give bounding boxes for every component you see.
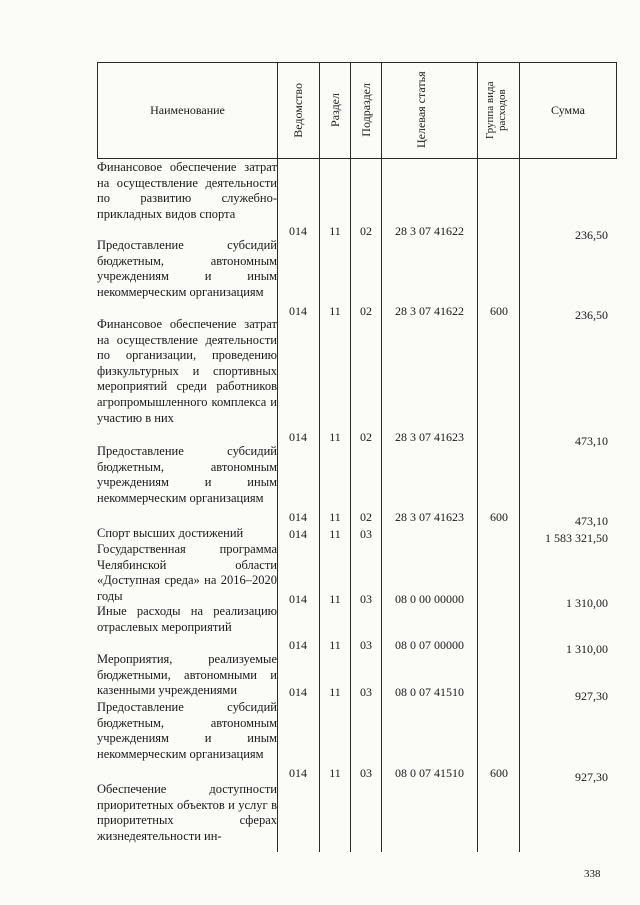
row-summa: 927,30: [575, 770, 608, 784]
row-celevaya: 28 3 07 41623: [395, 510, 464, 524]
row-gruppa: 600: [490, 766, 508, 780]
header-podrazdel-label: Подраздел: [358, 83, 373, 137]
header-name: [98, 62, 277, 158]
row-name: Финансовое обеспечение затрат на осуществление деятельности по организации, проведению физкультурных и спортивных мероприятий среди работников агропромышленного комплекса и участию в них: [97, 317, 277, 425]
column-divider-2: [319, 62, 320, 852]
header-name-label: Наименование: [150, 102, 225, 117]
row-celevaya: 28 3 07 41623: [395, 430, 464, 444]
row-celevaya: 08 0 07 41510: [395, 685, 464, 699]
row-name: Мероприятия, реализуемые бюджетными, автономными и казенными учреждениями: [97, 652, 277, 698]
row-vedomstvo: 014: [289, 638, 307, 652]
row-summa: 927,30: [575, 689, 608, 703]
row-razdel: 11: [329, 592, 341, 606]
row-vedomstvo: 014: [289, 527, 307, 541]
row-podrazdel: 03: [360, 592, 372, 606]
header-celevaya-label: Целевая статья: [413, 71, 428, 149]
row-celevaya: 08 0 07 00000: [395, 638, 464, 652]
row-razdel: 11: [329, 638, 341, 652]
column-divider-5: [477, 62, 478, 852]
column-divider-4: [381, 62, 382, 852]
row-name: Государственная программа Челябинской области «Доступная среда» на 2016–2020 годы: [97, 542, 277, 603]
row-razdel: 11: [329, 766, 341, 780]
row-summa: 1 310,00: [566, 596, 608, 610]
header-summa: [520, 62, 616, 158]
column-divider-3: [350, 62, 351, 852]
row-razdel: 11: [329, 224, 341, 238]
row-razdel: 11: [329, 430, 341, 444]
row-celevaya: 08 0 00 00000: [395, 592, 464, 606]
row-summa: 1 583 321,50: [545, 531, 608, 545]
column-divider-6: [519, 62, 520, 852]
row-podrazdel: 02: [360, 224, 372, 238]
header-razdel-label: Раздел: [327, 93, 342, 127]
row-summa: 473,10: [575, 434, 608, 448]
row-podrazdel: 02: [360, 304, 372, 318]
row-vedomstvo: 014: [289, 224, 307, 238]
row-name: Предоставление субсидий бюджетным, автономным учреждениям и иным некоммерческим организациям: [97, 238, 277, 299]
row-summa: 473,10: [575, 514, 608, 528]
row-summa: 236,50: [575, 228, 608, 242]
row-celevaya: 28 3 07 41622: [395, 224, 464, 238]
table-right-border: [616, 62, 617, 158]
row-gruppa: 600: [490, 510, 508, 524]
row-vedomstvo: 014: [289, 510, 307, 524]
row-name: Иные расходы на реализацию отраслевых мероприятий: [97, 604, 277, 634]
header-celevaya: [382, 62, 477, 158]
row-razdel: 11: [329, 510, 341, 524]
row-vedomstvo: 014: [289, 430, 307, 444]
row-podrazdel: 03: [360, 638, 372, 652]
row-podrazdel: 02: [360, 510, 372, 524]
header-razdel: [320, 62, 350, 158]
column-divider-1: [277, 62, 278, 852]
row-vedomstvo: 014: [289, 766, 307, 780]
row-podrazdel: 03: [360, 685, 372, 699]
row-razdel: 11: [329, 527, 341, 541]
row-vedomstvo: 014: [289, 304, 307, 318]
row-vedomstvo: 014: [289, 592, 307, 606]
row-vedomstvo: 014: [289, 685, 307, 699]
row-summa: 236,50: [575, 308, 608, 322]
row-razdel: 11: [329, 304, 341, 318]
row-name: Финансовое обеспечение затрат на осуществление деятельности по развитию служебно-прикладных видов спорта: [97, 160, 277, 221]
header-podrazdel: [351, 62, 381, 158]
header-summa-label: Сумма: [551, 102, 585, 117]
row-name: Предоставление субсидий бюджетным, автономным учреждениям и иным некоммерческим организациям: [97, 444, 277, 505]
row-podrazdel: 03: [360, 766, 372, 780]
header-bottom-border: [97, 158, 617, 159]
header-gruppa: [478, 62, 519, 158]
header-vedomstvo-label: Ведомство: [291, 82, 305, 138]
row-name: Спорт высших достижений: [97, 526, 244, 540]
row-razdel: 11: [329, 685, 341, 699]
row-gruppa: 600: [490, 304, 508, 318]
page-number: 338: [584, 868, 601, 880]
row-celevaya: 28 3 07 41622: [395, 304, 464, 318]
row-celevaya: 08 0 07 41510: [395, 766, 464, 780]
row-podrazdel: 02: [360, 430, 372, 444]
row-summa: 1 310,00: [566, 642, 608, 656]
header-vedomstvo: [278, 62, 319, 158]
row-name: Обеспечение доступности приоритетных объектов и услуг в приоритетных сферах жизнедеятельности ин-: [97, 782, 277, 843]
header-gruppa-label: Группа вида расходов: [483, 81, 508, 139]
row-podrazdel: 03: [360, 527, 372, 541]
row-name: Предоставление субсидий бюджетным, автономным учреждениям и иным некоммерческим организациям: [97, 700, 277, 761]
